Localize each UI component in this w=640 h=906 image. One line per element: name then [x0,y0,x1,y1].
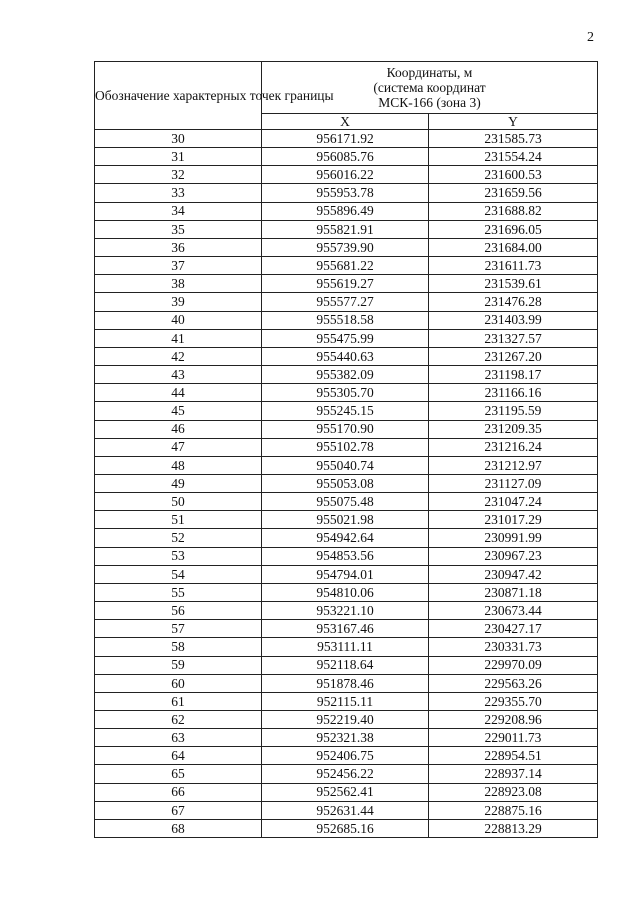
cell-y: 231611.73 [429,257,598,275]
cell-y: 229355.70 [429,692,598,710]
cell-x: 955518.58 [262,311,429,329]
header-point-designation: Обозначение характерных точек границы [95,62,262,130]
cell-y: 230991.99 [429,529,598,547]
cell-x: 956016.22 [262,166,429,184]
cell-x: 952219.40 [262,711,429,729]
cell-point: 60 [95,674,262,692]
table-row [95,474,598,492]
cell-y: 231403.99 [429,311,598,329]
cell-point: 33 [95,184,262,202]
cell-point: 48 [95,456,262,474]
cell-point: 35 [95,220,262,238]
cell-x: 952562.41 [262,783,429,801]
cell-x: 952456.22 [262,765,429,783]
table-row [95,511,598,529]
table-row [95,547,598,565]
cell-point: 44 [95,384,262,402]
cell-point: 63 [95,729,262,747]
cell-x: 951878.46 [262,674,429,692]
cell-point: 39 [95,293,262,311]
cell-x: 955619.27 [262,275,429,293]
cell-x: 955577.27 [262,293,429,311]
table-row [95,238,598,256]
table-row [95,420,598,438]
cell-point: 68 [95,819,262,837]
cell-x: 955075.48 [262,493,429,511]
table-row [95,747,598,765]
cell-y: 228875.16 [429,801,598,819]
table-row [95,456,598,474]
cell-x: 954853.56 [262,547,429,565]
table-row [95,783,598,801]
cell-y: 229970.09 [429,656,598,674]
page-number: 2 [587,30,594,45]
cell-x: 955953.78 [262,184,429,202]
cell-point: 41 [95,329,262,347]
cell-y: 230427.17 [429,620,598,638]
cell-y: 231047.24 [429,493,598,511]
table-row [95,674,598,692]
table-row [95,765,598,783]
table-row [95,583,598,601]
cell-x: 955245.15 [262,402,429,420]
cell-point: 50 [95,493,262,511]
cell-x: 955170.90 [262,420,429,438]
cell-point: 38 [95,275,262,293]
cell-x: 953111.11 [262,638,429,656]
cell-x: 955305.70 [262,384,429,402]
cell-y: 231539.61 [429,275,598,293]
table-row [95,220,598,238]
cell-y: 231166.16 [429,384,598,402]
table-row [95,801,598,819]
cell-point: 62 [95,711,262,729]
cell-point: 54 [95,565,262,583]
cell-y: 231585.73 [429,130,598,148]
cell-x: 953167.46 [262,620,429,638]
cell-y: 229011.73 [429,729,598,747]
table-row [95,202,598,220]
cell-y: 231209.35 [429,420,598,438]
header-coordinates-line1: Координаты, м [386,65,473,80]
cell-x: 954794.01 [262,565,429,583]
cell-y: 230673.44 [429,602,598,620]
table-row [95,819,598,837]
cell-x: 955440.63 [262,347,429,365]
header-coordinates-line2: (система координат [373,80,486,95]
header-x: X [262,114,429,130]
cell-x: 955040.74 [262,456,429,474]
cell-point: 59 [95,656,262,674]
cell-x: 952115.11 [262,692,429,710]
cell-x: 954810.06 [262,583,429,601]
cell-x: 954942.64 [262,529,429,547]
table-row [95,166,598,184]
cell-x: 952685.16 [262,819,429,837]
cell-x: 955896.49 [262,202,429,220]
coordinates-table [94,61,598,838]
cell-point: 32 [95,166,262,184]
table-row [95,257,598,275]
table-row [95,692,598,710]
cell-point: 37 [95,257,262,275]
cell-x: 956085.76 [262,148,429,166]
cell-x: 955021.98 [262,511,429,529]
cell-y: 231017.29 [429,511,598,529]
table-row [95,438,598,456]
table-row [95,529,598,547]
table-row [95,602,598,620]
table-row [95,329,598,347]
header-y: Y [429,114,598,130]
cell-y: 228937.14 [429,765,598,783]
cell-point: 42 [95,347,262,365]
cell-y: 231659.56 [429,184,598,202]
cell-point: 61 [95,692,262,710]
table-row [95,130,598,148]
cell-y: 228813.29 [429,819,598,837]
cell-point: 66 [95,783,262,801]
table-row [95,366,598,384]
cell-y: 229208.96 [429,711,598,729]
cell-x: 956171.92 [262,130,429,148]
cell-y: 231684.00 [429,238,598,256]
cell-point: 52 [95,529,262,547]
cell-point: 53 [95,547,262,565]
table-row [95,275,598,293]
table-row [95,656,598,674]
cell-point: 45 [95,402,262,420]
cell-point: 64 [95,747,262,765]
cell-point: 51 [95,511,262,529]
cell-y: 228954.51 [429,747,598,765]
cell-point: 58 [95,638,262,656]
cell-x: 952631.44 [262,801,429,819]
cell-y: 231327.57 [429,329,598,347]
cell-point: 56 [95,602,262,620]
cell-y: 231195.59 [429,402,598,420]
table-row [95,184,598,202]
table-row [95,402,598,420]
cell-point: 47 [95,438,262,456]
cell-y: 231198.17 [429,366,598,384]
cell-point: 31 [95,148,262,166]
cell-x: 953221.10 [262,602,429,620]
table-row [95,711,598,729]
cell-point: 40 [95,311,262,329]
cell-x: 955681.22 [262,257,429,275]
cell-x: 952321.38 [262,729,429,747]
cell-y: 231600.53 [429,166,598,184]
cell-y: 231127.09 [429,474,598,492]
cell-point: 67 [95,801,262,819]
cell-x: 955102.78 [262,438,429,456]
cell-y: 230947.42 [429,565,598,583]
cell-x: 952406.75 [262,747,429,765]
table-row [95,729,598,747]
cell-y: 231688.82 [429,202,598,220]
table-row [95,384,598,402]
cell-y: 231216.24 [429,438,598,456]
cell-point: 36 [95,238,262,256]
cell-point: 34 [95,202,262,220]
cell-y: 230967.23 [429,547,598,565]
table-row [95,347,598,365]
cell-x: 955382.09 [262,366,429,384]
cell-y: 231554.24 [429,148,598,166]
cell-y: 231212.97 [429,456,598,474]
cell-point: 57 [95,620,262,638]
cell-point: 49 [95,474,262,492]
cell-x: 952118.64 [262,656,429,674]
cell-y: 230871.18 [429,583,598,601]
cell-y: 228923.08 [429,783,598,801]
header-coordinates-line3: МСК-166 (зона 3) [378,95,481,110]
cell-y: 231267.20 [429,347,598,365]
cell-point: 46 [95,420,262,438]
cell-y: 230331.73 [429,638,598,656]
cell-x: 955739.90 [262,238,429,256]
cell-point: 65 [95,765,262,783]
cell-point: 30 [95,130,262,148]
cell-y: 231696.05 [429,220,598,238]
table-row [95,148,598,166]
cell-x: 955821.91 [262,220,429,238]
table-row [95,493,598,511]
table-row [95,620,598,638]
cell-x: 955053.08 [262,474,429,492]
table-row [95,565,598,583]
table-row [95,293,598,311]
cell-point: 43 [95,366,262,384]
table-row [95,638,598,656]
table-row [95,311,598,329]
cell-y: 229563.26 [429,674,598,692]
cell-point: 55 [95,583,262,601]
cell-x: 955475.99 [262,329,429,347]
cell-y: 231476.28 [429,293,598,311]
